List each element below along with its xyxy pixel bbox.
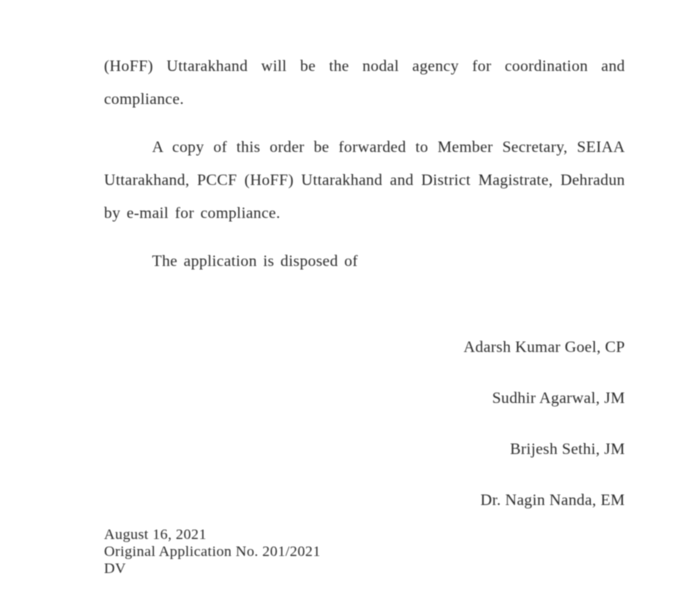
signatory-line: Sudhir Agarwal, JM — [492, 390, 625, 407]
signatory-line: Dr. Nagin Nanda, EM — [480, 492, 625, 509]
signature-block — [463, 338, 625, 542]
footer-initials: DV — [104, 561, 127, 577]
body-paragraph: The application is disposed of — [152, 253, 358, 270]
footer-date: August 16, 2021 — [104, 527, 207, 543]
body-text-block — [104, 50, 625, 293]
body-paragraph: (HoFF) Uttarakhand will be the nodal agency for coordination and compliance. — [104, 58, 625, 108]
signatory-line: Brijesh Sethi, JM — [510, 441, 625, 458]
footer-block — [104, 527, 321, 578]
footer-case-number: Original Application No. 201/2021 — [104, 544, 321, 560]
signatory-line: Adarsh Kumar Goel, CP — [463, 339, 625, 356]
body-paragraph: A copy of this order be forwarded to Member Secretary, SEIAA Uttarakhand, PCCF (HoFF) Uttarakhand and District Magistrate, Dehradun by e-mail for compliance. — [104, 139, 625, 222]
